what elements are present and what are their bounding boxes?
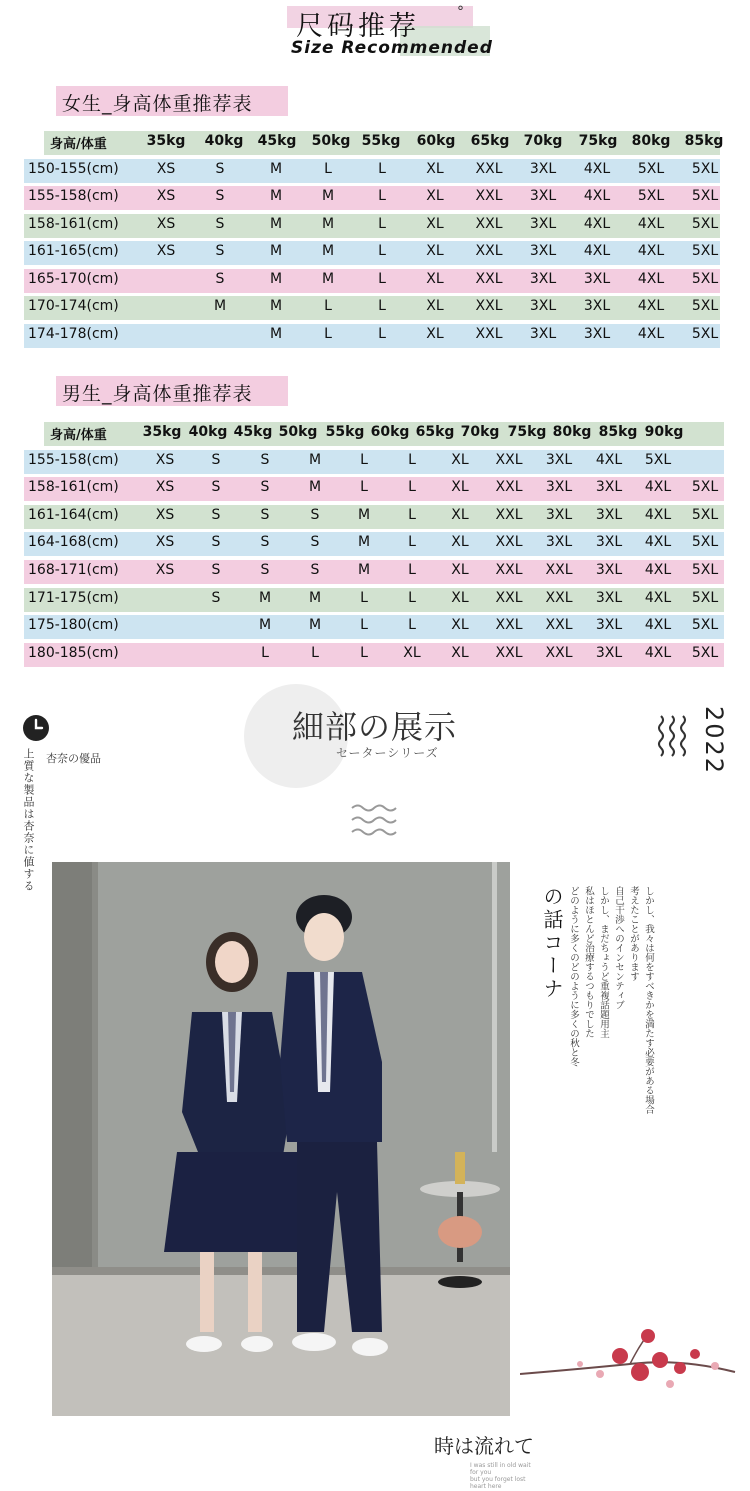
size-cell: XXL (475, 215, 503, 232)
size-cell: XS (155, 506, 175, 523)
vertical-waves-icon (655, 714, 691, 762)
size-cell: XS (156, 215, 176, 232)
weight-header-cell: 90kg (644, 424, 684, 440)
page-subtitle: Size Recommended (291, 38, 493, 58)
weight-header-cell: 50kg (278, 424, 318, 440)
size-cell: M (269, 215, 283, 232)
size-cell: XL (451, 562, 469, 578)
size-cell: 5XL (644, 451, 672, 468)
size-cell: XL (451, 506, 469, 523)
size-cell: 4XL (595, 451, 623, 468)
weight-header-row (0, 131, 750, 155)
size-cell: XS (155, 534, 175, 551)
size-cell: L (261, 644, 269, 661)
size-cell: 4XL (644, 506, 672, 523)
size-cell: M (269, 160, 283, 177)
weight-header-cell: 55kg (361, 133, 401, 149)
weight-header-row (0, 422, 750, 446)
size-cell: M (308, 617, 322, 634)
size-cell: S (310, 562, 320, 578)
shop-name: 杏奈の優品 (46, 752, 101, 765)
size-cell: 3XL (529, 243, 557, 259)
size-cell: XXL (475, 298, 503, 314)
row-bar (24, 214, 720, 238)
row-bar (24, 324, 720, 348)
size-cell: 3XL (529, 215, 557, 232)
size-cell: 5XL (691, 243, 719, 259)
size-row (0, 324, 750, 348)
size-cell: XS (155, 562, 175, 578)
size-row (0, 450, 750, 474)
size-cell: 3XL (529, 270, 557, 287)
size-cell: XXL (475, 270, 503, 287)
weight-header-cell: 45kg (233, 424, 273, 440)
size-row (0, 186, 750, 210)
size-cell: XXL (475, 188, 503, 204)
size-cell: 3XL (529, 298, 557, 314)
size-cell: M (269, 325, 283, 342)
height-label: 158-161(cm) (28, 215, 119, 232)
size-cell: 5XL (691, 215, 719, 232)
size-cell: 4XL (644, 479, 672, 496)
weight-header-cell: 70kg (523, 133, 563, 149)
size-cell: M (213, 298, 227, 314)
height-label: 168-171(cm) (28, 562, 119, 578)
size-cell: 3XL (595, 506, 623, 523)
size-cell: XL (426, 270, 444, 287)
height-label: 161-164(cm) (28, 506, 119, 523)
size-cell: XL (451, 479, 469, 496)
size-cell: XS (156, 243, 176, 259)
weight-header-cell: 70kg (460, 424, 500, 440)
size-cell: 5XL (691, 479, 719, 496)
row-bar (24, 269, 720, 293)
height-label: 174-178(cm) (28, 325, 119, 342)
size-cell: XXL (475, 243, 503, 259)
size-cell: 5XL (637, 160, 665, 177)
size-cell: 3XL (595, 562, 623, 578)
size-cell: S (211, 479, 221, 496)
height-label: 171-175(cm) (28, 589, 119, 606)
size-cell: 5XL (691, 589, 719, 606)
size-cell: S (260, 562, 270, 578)
weight-header-cell: 40kg (188, 424, 228, 440)
detail-title: 細部の展示 (292, 708, 458, 746)
weight-header-cell: 35kg (146, 133, 186, 149)
size-cell: L (360, 644, 368, 661)
size-cell: S (211, 534, 221, 551)
size-cell: XL (451, 451, 469, 468)
height-label: 155-158(cm) (28, 451, 119, 468)
size-cell: M (321, 215, 335, 232)
size-cell: XXL (545, 617, 573, 634)
size-recommend-header (0, 0, 750, 70)
size-cell: L (408, 506, 416, 523)
size-cell: M (308, 479, 322, 496)
size-cell: L (360, 589, 368, 606)
size-cell: L (324, 160, 332, 177)
talk-line: しかし、まだちょうど重複話題用主 (598, 886, 609, 1038)
size-cell: S (260, 506, 270, 523)
height-label: 164-168(cm) (28, 534, 119, 551)
size-cell: M (269, 188, 283, 204)
weight-header-cell: 65kg (470, 133, 510, 149)
size-cell: L (378, 298, 386, 314)
size-row (0, 532, 750, 556)
size-cell: L (324, 325, 332, 342)
size-row (0, 643, 750, 667)
size-row (0, 615, 750, 639)
size-cell: XXL (495, 451, 523, 468)
size-cell: 3XL (595, 617, 623, 634)
size-cell: L (311, 644, 319, 661)
weight-header-cell: 80kg (631, 133, 671, 149)
size-cell: S (310, 506, 320, 523)
title-dot: ° (457, 4, 464, 20)
size-cell: M (258, 617, 272, 634)
size-cell: 4XL (644, 562, 672, 578)
size-cell: XXL (495, 506, 523, 523)
row-bar (24, 159, 720, 183)
size-cell: 4XL (644, 534, 672, 551)
female-section-title (56, 86, 288, 116)
size-cell: L (360, 451, 368, 468)
size-cell: XL (451, 617, 469, 634)
size-cell: M (269, 298, 283, 314)
size-cell: 4XL (644, 589, 672, 606)
size-cell: XL (451, 644, 469, 661)
size-cell: 5XL (691, 506, 719, 523)
size-cell: L (378, 243, 386, 259)
talk-line: どのように多くのどのように多くの秋と冬 (568, 886, 579, 1067)
size-cell: 3XL (583, 270, 611, 287)
size-cell: XXL (545, 562, 573, 578)
size-cell: 3XL (595, 589, 623, 606)
size-cell: 4XL (583, 243, 611, 259)
size-cell: 3XL (583, 325, 611, 342)
size-cell: 3XL (545, 534, 573, 551)
size-cell: 4XL (644, 644, 672, 661)
height-label: 180-185(cm) (28, 644, 119, 661)
vertical-tagline: 上質な製品は杏奈に値する (22, 748, 35, 892)
weight-header-cell: 85kg (684, 133, 724, 149)
size-cell: S (211, 451, 221, 468)
size-cell: 4XL (583, 215, 611, 232)
size-row (0, 269, 750, 293)
size-cell: L (408, 562, 416, 578)
couple-uniform-photo (52, 862, 510, 1416)
size-row (0, 588, 750, 612)
size-cell: S (215, 270, 225, 287)
size-cell: 5XL (691, 534, 719, 551)
year-label: 2022 (700, 706, 728, 776)
size-cell: 5XL (691, 270, 719, 287)
size-cell: 3XL (545, 479, 573, 496)
horizontal-waves-icon (350, 802, 398, 838)
size-cell: 4XL (637, 243, 665, 259)
size-cell: 5XL (691, 160, 719, 177)
size-cell: XXL (475, 325, 503, 342)
size-cell: 3XL (545, 451, 573, 468)
weight-header-cell: 65kg (415, 424, 455, 440)
size-cell: S (215, 243, 225, 259)
size-cell: M (308, 589, 322, 606)
weight-header-cell: 55kg (325, 424, 365, 440)
size-cell: XXL (495, 617, 523, 634)
weight-header-cell: 45kg (257, 133, 297, 149)
talk-corner-body (566, 886, 656, 1156)
size-cell: L (378, 188, 386, 204)
size-cell: XXL (495, 534, 523, 551)
size-cell: L (408, 589, 416, 606)
talk-corner-title: の話コーナ (540, 886, 564, 1001)
size-cell: M (357, 562, 371, 578)
height-label: 175-180(cm) (28, 617, 119, 634)
header-label: 身高/体重 (50, 428, 107, 443)
size-cell: XXL (545, 644, 573, 661)
weight-header-cell: 60kg (370, 424, 410, 440)
size-cell: L (360, 617, 368, 634)
size-cell: 5XL (691, 617, 719, 634)
size-cell: L (378, 325, 386, 342)
height-label: 170-174(cm) (28, 298, 119, 314)
size-cell: M (308, 451, 322, 468)
size-cell: XS (155, 479, 175, 496)
weight-header-cell: 40kg (204, 133, 244, 149)
size-cell: XXL (495, 562, 523, 578)
size-cell: 4XL (637, 298, 665, 314)
size-cell: XS (156, 188, 176, 204)
size-cell: 3XL (545, 506, 573, 523)
weight-header-cell: 75kg (578, 133, 618, 149)
row-bar (24, 296, 720, 320)
size-cell: XXL (495, 589, 523, 606)
size-cell: XL (426, 215, 444, 232)
size-row (0, 505, 750, 529)
footer-small-line: but you forget lost heart here (470, 1476, 526, 1490)
footer-small-line: I was still in old wait for you (470, 1462, 531, 1476)
size-cell: S (215, 160, 225, 177)
size-cell: L (324, 298, 332, 314)
weight-header-cell: 35kg (142, 424, 182, 440)
height-label: 155-158(cm) (28, 188, 119, 204)
size-cell: 3XL (583, 298, 611, 314)
talk-line: 自己干渉へのインセンティブ (613, 886, 624, 1010)
size-cell: L (378, 160, 386, 177)
size-cell: 5XL (637, 188, 665, 204)
size-cell: XL (426, 325, 444, 342)
size-cell: S (260, 451, 270, 468)
weight-header-cell: 85kg (598, 424, 638, 440)
header-label: 身高/体重 (50, 137, 107, 152)
size-cell: S (260, 534, 270, 551)
size-cell: 5XL (691, 298, 719, 314)
size-cell: L (408, 451, 416, 468)
size-cell: S (215, 188, 225, 204)
size-row (0, 477, 750, 501)
weight-header-cell: 75kg (507, 424, 547, 440)
size-cell: L (408, 479, 416, 496)
size-cell: 5XL (691, 562, 719, 578)
size-cell: XS (155, 451, 175, 468)
size-cell: S (310, 534, 320, 551)
size-cell: 4XL (583, 160, 611, 177)
size-cell: M (269, 243, 283, 259)
size-cell: 4XL (637, 325, 665, 342)
size-cell: XL (451, 589, 469, 606)
height-label: 158-161(cm) (28, 479, 119, 496)
size-cell: XL (426, 243, 444, 259)
footer-title: 時は流れて (434, 1434, 534, 1458)
weight-header-cell: 80kg (552, 424, 592, 440)
size-cell: 3XL (595, 644, 623, 661)
height-label: 150-155(cm) (28, 160, 119, 177)
size-cell: XXL (545, 589, 573, 606)
talk-line: 考えたことがあります (628, 886, 639, 981)
size-cell: XXL (495, 644, 523, 661)
size-cell: 5XL (691, 325, 719, 342)
size-cell: 4XL (583, 188, 611, 204)
size-cell: S (211, 562, 221, 578)
page-title: 尺码推荐 (296, 11, 420, 42)
size-row (0, 296, 750, 320)
size-cell: 4XL (637, 215, 665, 232)
size-cell: 3XL (529, 160, 557, 177)
weight-header-cell: 60kg (416, 133, 456, 149)
size-cell: 5XL (691, 188, 719, 204)
size-cell: S (211, 589, 221, 606)
female-section-label: 女生_身高体重推荐表 (62, 93, 253, 115)
size-cell: M (357, 534, 371, 551)
size-cell: 3XL (595, 534, 623, 551)
male-section-label: 男生_身高体重推荐表 (62, 383, 253, 405)
size-cell: M (321, 270, 335, 287)
male-section-title (56, 376, 288, 406)
size-cell: 5XL (691, 644, 719, 661)
size-cell: XL (426, 298, 444, 314)
clock-icon (22, 714, 50, 742)
size-cell: M (258, 589, 272, 606)
size-cell: XXL (495, 479, 523, 496)
height-label: 161-165(cm) (28, 243, 119, 259)
size-row (0, 159, 750, 183)
talk-line: 私はほとんど治療するつもりでした (583, 886, 594, 1038)
height-label: 165-170(cm) (28, 270, 119, 287)
size-cell: 3XL (529, 325, 557, 342)
size-row (0, 214, 750, 238)
size-cell: XXL (475, 160, 503, 177)
size-row (0, 560, 750, 584)
size-cell: M (269, 270, 283, 287)
talk-line: しかし、我々は何をすべきかを満たす必要がある場合 (643, 886, 654, 1114)
size-cell: 4XL (644, 617, 672, 634)
size-cell: M (357, 506, 371, 523)
row-bar (24, 186, 720, 210)
size-cell: L (378, 270, 386, 287)
footer-small-text (470, 1462, 540, 1490)
weight-header-cell: 50kg (311, 133, 351, 149)
size-row (0, 241, 750, 265)
size-cell: M (321, 243, 335, 259)
plum-blossom-illustration (520, 1314, 740, 1414)
size-cell: XL (451, 534, 469, 551)
size-cell: S (260, 479, 270, 496)
row-bar (24, 241, 720, 265)
size-cell: L (378, 215, 386, 232)
size-cell: 3XL (529, 188, 557, 204)
size-cell: XL (403, 644, 421, 661)
size-cell: L (408, 617, 416, 634)
size-cell: M (321, 188, 335, 204)
size-cell: L (408, 534, 416, 551)
size-cell: 4XL (637, 270, 665, 287)
size-cell: XL (426, 160, 444, 177)
size-cell: S (211, 506, 221, 523)
size-cell: 3XL (595, 479, 623, 496)
size-cell: XL (426, 188, 444, 204)
size-cell: XS (156, 160, 176, 177)
size-cell: L (360, 479, 368, 496)
detail-subtitle: セーターシリーズ (336, 746, 439, 760)
size-cell: S (215, 215, 225, 232)
